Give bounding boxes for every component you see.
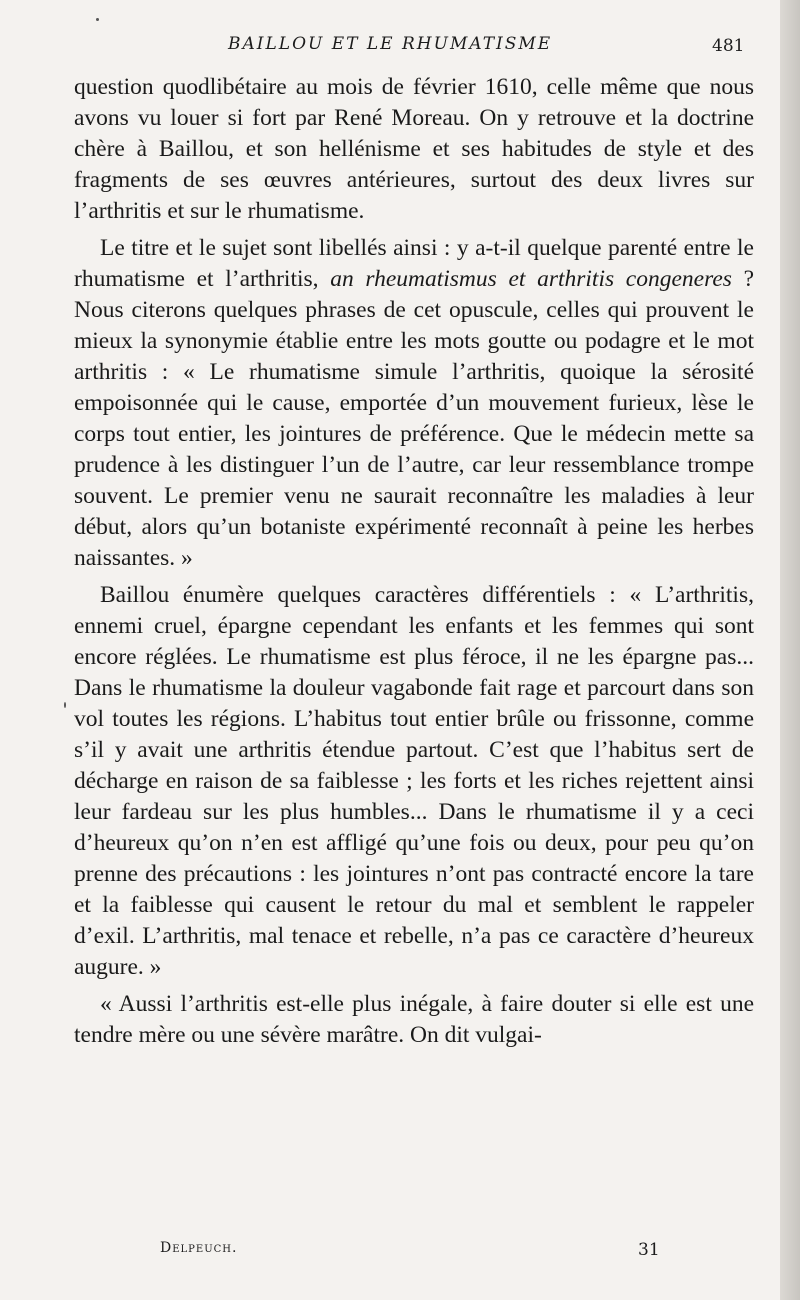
paragraph-2-end: ? Nous citerons quelques phrases de cet opuscule, celles qui prouvent le mieux la synonymie établie entre les mots goutte ou podagre et le mot arthritis : « Le rhumatisme simule l’arthritis, quoique la sérosité empoisonnée qui le cause, emportée d’un mouvement furieux, lèse le corps tout entier, les jointures de préférence. Que le médecin mette sa prudence à les distinguer l’un de l’autre, car leur ressemblance trompe souvent. Le premier venu ne saurait reconnaître les maladies à leur début, alors qu’un botaniste expérimenté reconnaît à peine les herbes naissantes. »: [74, 266, 755, 571]
page-footer: [0, 1240, 780, 1264]
paragraph-3: Baillou énumère quelques caractères différentiels : « L’arthritis, ennemi cruel, épargne cependant les enfants et les femmes qui sont encore réglées. Le rhumatisme est plus féroce, il ne les épargne pas... Dans le rhumatisme la douleur vagabonde fait rage et parcourt dans son vol toutes les régions. L’habitus tout entier brûle ou frissonne, comme s’il y avait une arthritis étendue partout. C’est que l’habitus sert de décharge en raison de sa faiblesse ; les forts et les riches rejettent ainsi leur fardeau sur les plus humbles... Dans le rhumatisme il y a ceci d’heureux qu’on n’en est affligé qu’une fois ou deux, pour peu qu’on prenne des précautions : les jointures n’ont pas contracté encore la tare et la faiblesse qui causent le retour du mal et semblent le rappeler d’exil. L’arthritis, mal tenace et rebelle, n’a pas ce caractère d’heureux augure. »: [74, 582, 754, 980]
paragraph-4: « Aussi l’arthritis est-elle plus inégale, à faire douter si elle est une tendre mère ou une sévère marâtre. On dit vulgai-: [74, 991, 754, 1048]
sheet-number: 31: [638, 1240, 660, 1260]
printer-signature: Delpeuch.: [160, 1240, 238, 1256]
body-text: [74, 72, 754, 1057]
paper-speck: [96, 18, 99, 21]
running-head: [0, 34, 780, 58]
running-title: BAILLOU ET LE RHUMATISME: [228, 34, 553, 54]
paragraph-1: question quodlibétaire au mois de février 1610, celle même que nous avons vu louer si fort par René Moreau. On y retrouve et la doctrine chère à Baillou, et son hellénisme et ses habitudes de style et des fragments de ses œuvres antérieures, surtout des deux livres sur l’arthritis et sur le rhumatisme.: [74, 74, 754, 224]
page-number: 481: [712, 36, 745, 56]
paragraph-2: [74, 233, 754, 574]
paragraph-2-start: Le titre et le sujet sont libellés ainsi : y a-t-il quelque parenté entre le rhumatisme et l’arthritis,: [74, 235, 754, 292]
paper-speck: [64, 702, 66, 708]
page-edge-shadow: [780, 0, 800, 1300]
latin-title: an rheumatismus et arthritis congeneres: [330, 266, 732, 292]
